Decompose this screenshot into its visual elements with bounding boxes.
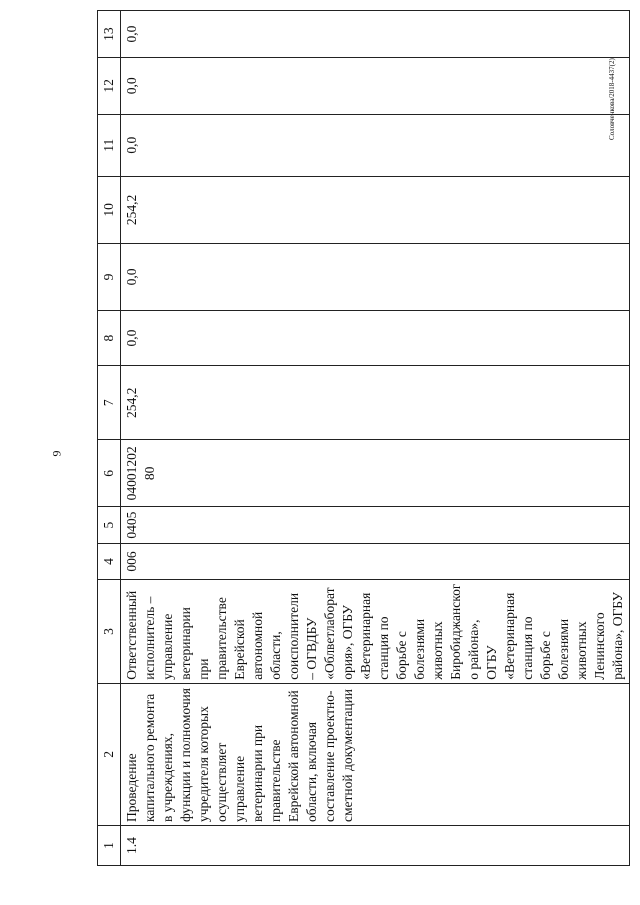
value-col-11: 0,0 <box>121 114 630 176</box>
code-target-item: 0400120280 <box>121 440 630 507</box>
value-col-8: 0,0 <box>121 310 630 365</box>
responsible-executor: Ответственный исполнитель – управление ветеринарии при правительстве Еврейской автономной области, соисполнители – ОГВДБУ «Облветлаборатория», ОГБУ «Ветеринарная станция по борьбе с болезнями животных Биробиджанского района», ОГБУ «Ветеринарная станция по борьбе с болезнями животных Ленинского района», ОГБУ <box>121 580 630 683</box>
header-cell-8: 8 <box>98 310 121 365</box>
header-cell-11: 11 <box>98 114 121 176</box>
header-cell-3: 3 <box>98 580 121 683</box>
table-row <box>121 11 630 866</box>
header-cell-6: 6 <box>98 440 121 507</box>
budget-table <box>97 10 630 866</box>
item-number: 1.4 <box>121 826 630 866</box>
value-col-12: 0,0 <box>121 58 630 114</box>
header-cell-5: 5 <box>98 507 121 543</box>
value-col-10: 254,2 <box>121 176 630 243</box>
header-cell-7: 7 <box>98 366 121 440</box>
header-cell-10: 10 <box>98 176 121 243</box>
page-number: 9 <box>49 450 64 457</box>
table-header-row <box>98 11 121 866</box>
activity-description: Проведение капитального ремонта в учреждениях, функции и полномочия учредителя которых осуществляет управление ветеринарии при правительстве Еврейской автономной области, включая составление проектно-сметной документации <box>121 683 630 825</box>
code-grbs: 006 <box>121 543 630 579</box>
header-cell-4: 4 <box>98 543 121 579</box>
header-cell-9: 9 <box>98 243 121 310</box>
value-col-13: 0,0 <box>121 11 630 58</box>
document-footer-id: Соловченкова/2018-4437(2) <box>608 58 616 140</box>
value-col-9: 0,0 <box>121 243 630 310</box>
code-section: 0405 <box>121 507 630 543</box>
header-cell-1: 1 <box>98 826 121 866</box>
header-cell-13: 13 <box>98 11 121 58</box>
value-col-7: 254,2 <box>121 366 630 440</box>
header-cell-2: 2 <box>98 683 121 825</box>
header-cell-12: 12 <box>98 58 121 114</box>
